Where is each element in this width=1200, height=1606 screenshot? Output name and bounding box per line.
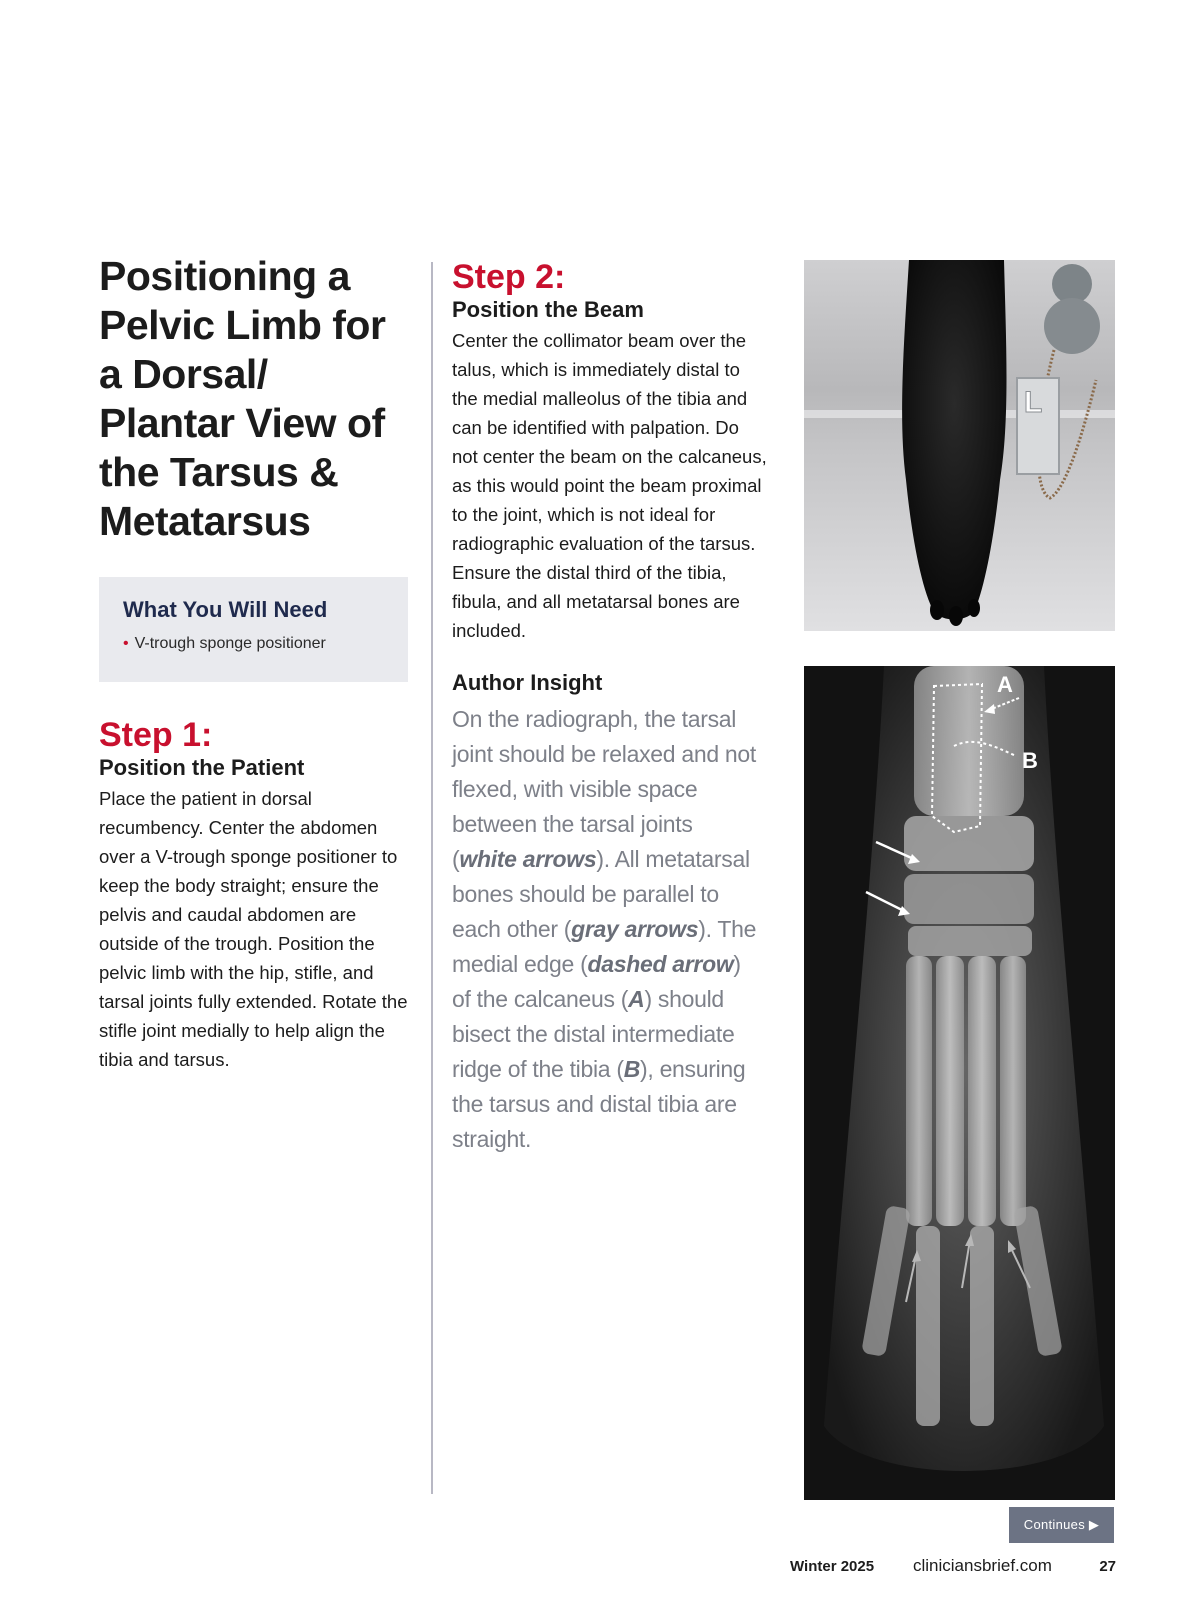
step-2-heading: Step 2: [452, 258, 566, 296]
step-2-subheading: Position the Beam [452, 297, 644, 322]
radiograph-label-a: A [997, 672, 1013, 697]
bullet-icon: • [123, 635, 129, 652]
list-item: • V-trough sponge positioner [123, 635, 326, 652]
column-divider [431, 262, 433, 1494]
step-1-heading: Step 1: [99, 716, 213, 754]
supplies-list [123, 635, 384, 653]
footer-issue: Winter 2025 [790, 1558, 875, 1575]
left-marker-label: L [1024, 386, 1043, 419]
step-1-subheading: Position the Patient [99, 755, 305, 780]
radiograph-label-b: B [1022, 748, 1038, 773]
insight-body: On the radiograph, the tarsal joint should be relaxed and not flexed, with visible space between the tarsal joints (white arrows). All metatarsal bones should be parallel to each other (gray arrows). The medial edge (dashed arrow) of the calcaneus (A) should bisect the distal intermediate ridge of the tibia (B), ensuring the tarsus and distal tibia are straight. [452, 706, 757, 1152]
radiograph-illustration [804, 666, 1115, 1500]
insight-title: Author Insight [452, 670, 603, 695]
paw-photo [804, 260, 1115, 631]
author-insight [452, 670, 762, 1157]
radiograph-image [804, 666, 1115, 1500]
supplies-box [99, 577, 408, 682]
page-footer [760, 1558, 1116, 1582]
footer-site-link[interactable]: cliniciansbrief.com [913, 1556, 1052, 1575]
step-1-body: Place the patient in dorsal recumbency. Center the abdomen over a V-trough sponge positioner to keep the body straight; ensure the pelvis and caudal abdomen are outside of the trough. Position the pelvic limb with the hip, stifle, and tarsal joints fully extended. Rotate the stifle joint medially to help align the tibia and tarsus. [99, 788, 408, 1070]
step-2-body: Center the collimator beam over the talus, which is immediately distal to the medial malleolus of the tibia and can be identified with palpation. Do not center the beam on the calcaneus, as this would point the beam proximal to the joint, which is not ideal for radiographic evaluation of the tarsus. Ensure the distal third of the tibia, fibula, and all metatarsal bones are included. [452, 330, 767, 641]
step-1-section [99, 716, 414, 1074]
continues-button[interactable]: Continues ▶ [1009, 1507, 1114, 1543]
page-number: 27 [1099, 1558, 1116, 1575]
paw-photo-illustration [804, 260, 1115, 631]
supplies-title: What You Will Need [123, 597, 328, 622]
step-2-section [452, 258, 767, 645]
page-title: Positioning a Pelvic Limb for a Dorsal/ Plantar View of the Tarsus & Metatarsus [99, 253, 386, 544]
